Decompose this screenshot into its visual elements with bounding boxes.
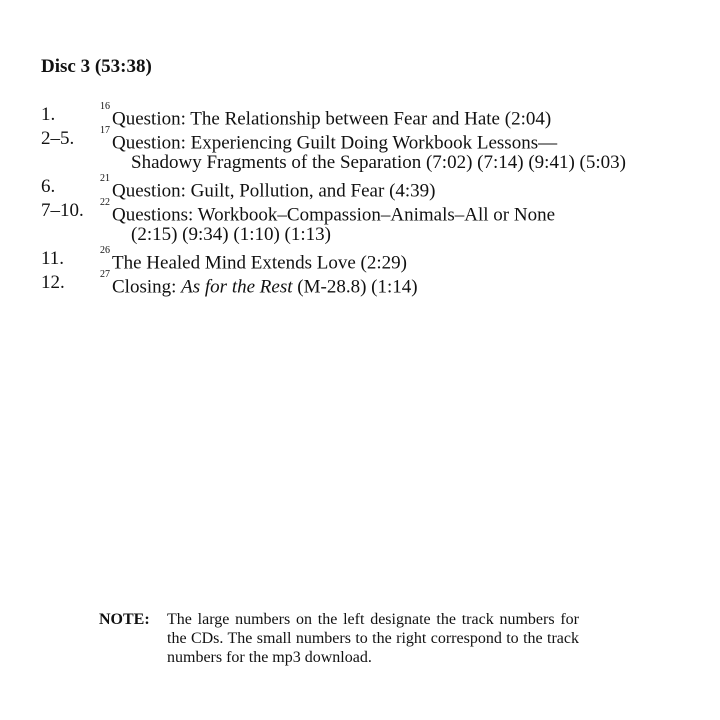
- track-list: [41, 101, 711, 298]
- cd-track-number: 12.: [41, 272, 65, 293]
- track-row: [41, 125, 711, 154]
- track-row: [41, 269, 711, 298]
- track-title-continuation: Shadowy Fragments of the Separation (7:02) (7:14) (9:41) (5:03): [131, 152, 626, 173]
- track-row: [41, 245, 711, 274]
- cd-track-number: 7–10.: [41, 200, 84, 221]
- mp3-track-number: 27: [100, 269, 110, 280]
- note-label: NOTE:: [99, 611, 150, 628]
- track-entry: [100, 271, 418, 299]
- track-title-prefix: Closing:: [112, 276, 182, 298]
- track-row: [41, 197, 711, 226]
- note-text: The large numbers on the left designate the track numbers for the CDs. The small numbers to the right correspond to the track numbers for the mp3 download.: [167, 611, 579, 666]
- track-title: Questions: Workbook–Compassion–Animals–All or None: [112, 204, 556, 226]
- mp3-track-number: 26: [100, 245, 110, 256]
- track-row: [41, 101, 711, 130]
- track-title: Question: Guilt, Pollution, and Fear (4:39): [112, 180, 436, 202]
- track-title: Question: Experiencing Guilt Doing Workbook Lessons—: [112, 132, 558, 154]
- track-title-continuation: (2:15) (9:34) (1:10) (1:13): [131, 224, 331, 245]
- track-row-continuation: [41, 223, 711, 247]
- disc-title: Disc 3 (53:38): [41, 56, 152, 77]
- mp3-track-number: 16: [100, 101, 110, 112]
- cd-track-number: 11.: [41, 248, 65, 269]
- track-row-continuation: [41, 151, 711, 175]
- cd-track-number: 2–5.: [41, 128, 75, 149]
- mp3-track-number: 17: [100, 125, 110, 136]
- mp3-track-number: 22: [100, 197, 110, 208]
- track-title: Question: The Relationship between Fear and Hate (2:04): [112, 108, 552, 130]
- track-title-suffix: (M-28.8) (1:14): [292, 276, 418, 298]
- note-block: [99, 610, 579, 667]
- cd-track-number: 1.: [41, 104, 56, 125]
- track-row: [41, 173, 711, 202]
- mp3-track-number: 21: [100, 173, 110, 184]
- track-title-italic: As for the Rest: [181, 276, 293, 298]
- track-title: The Healed Mind Extends Love (2:29): [112, 252, 407, 274]
- cd-track-number: 6.: [41, 176, 56, 197]
